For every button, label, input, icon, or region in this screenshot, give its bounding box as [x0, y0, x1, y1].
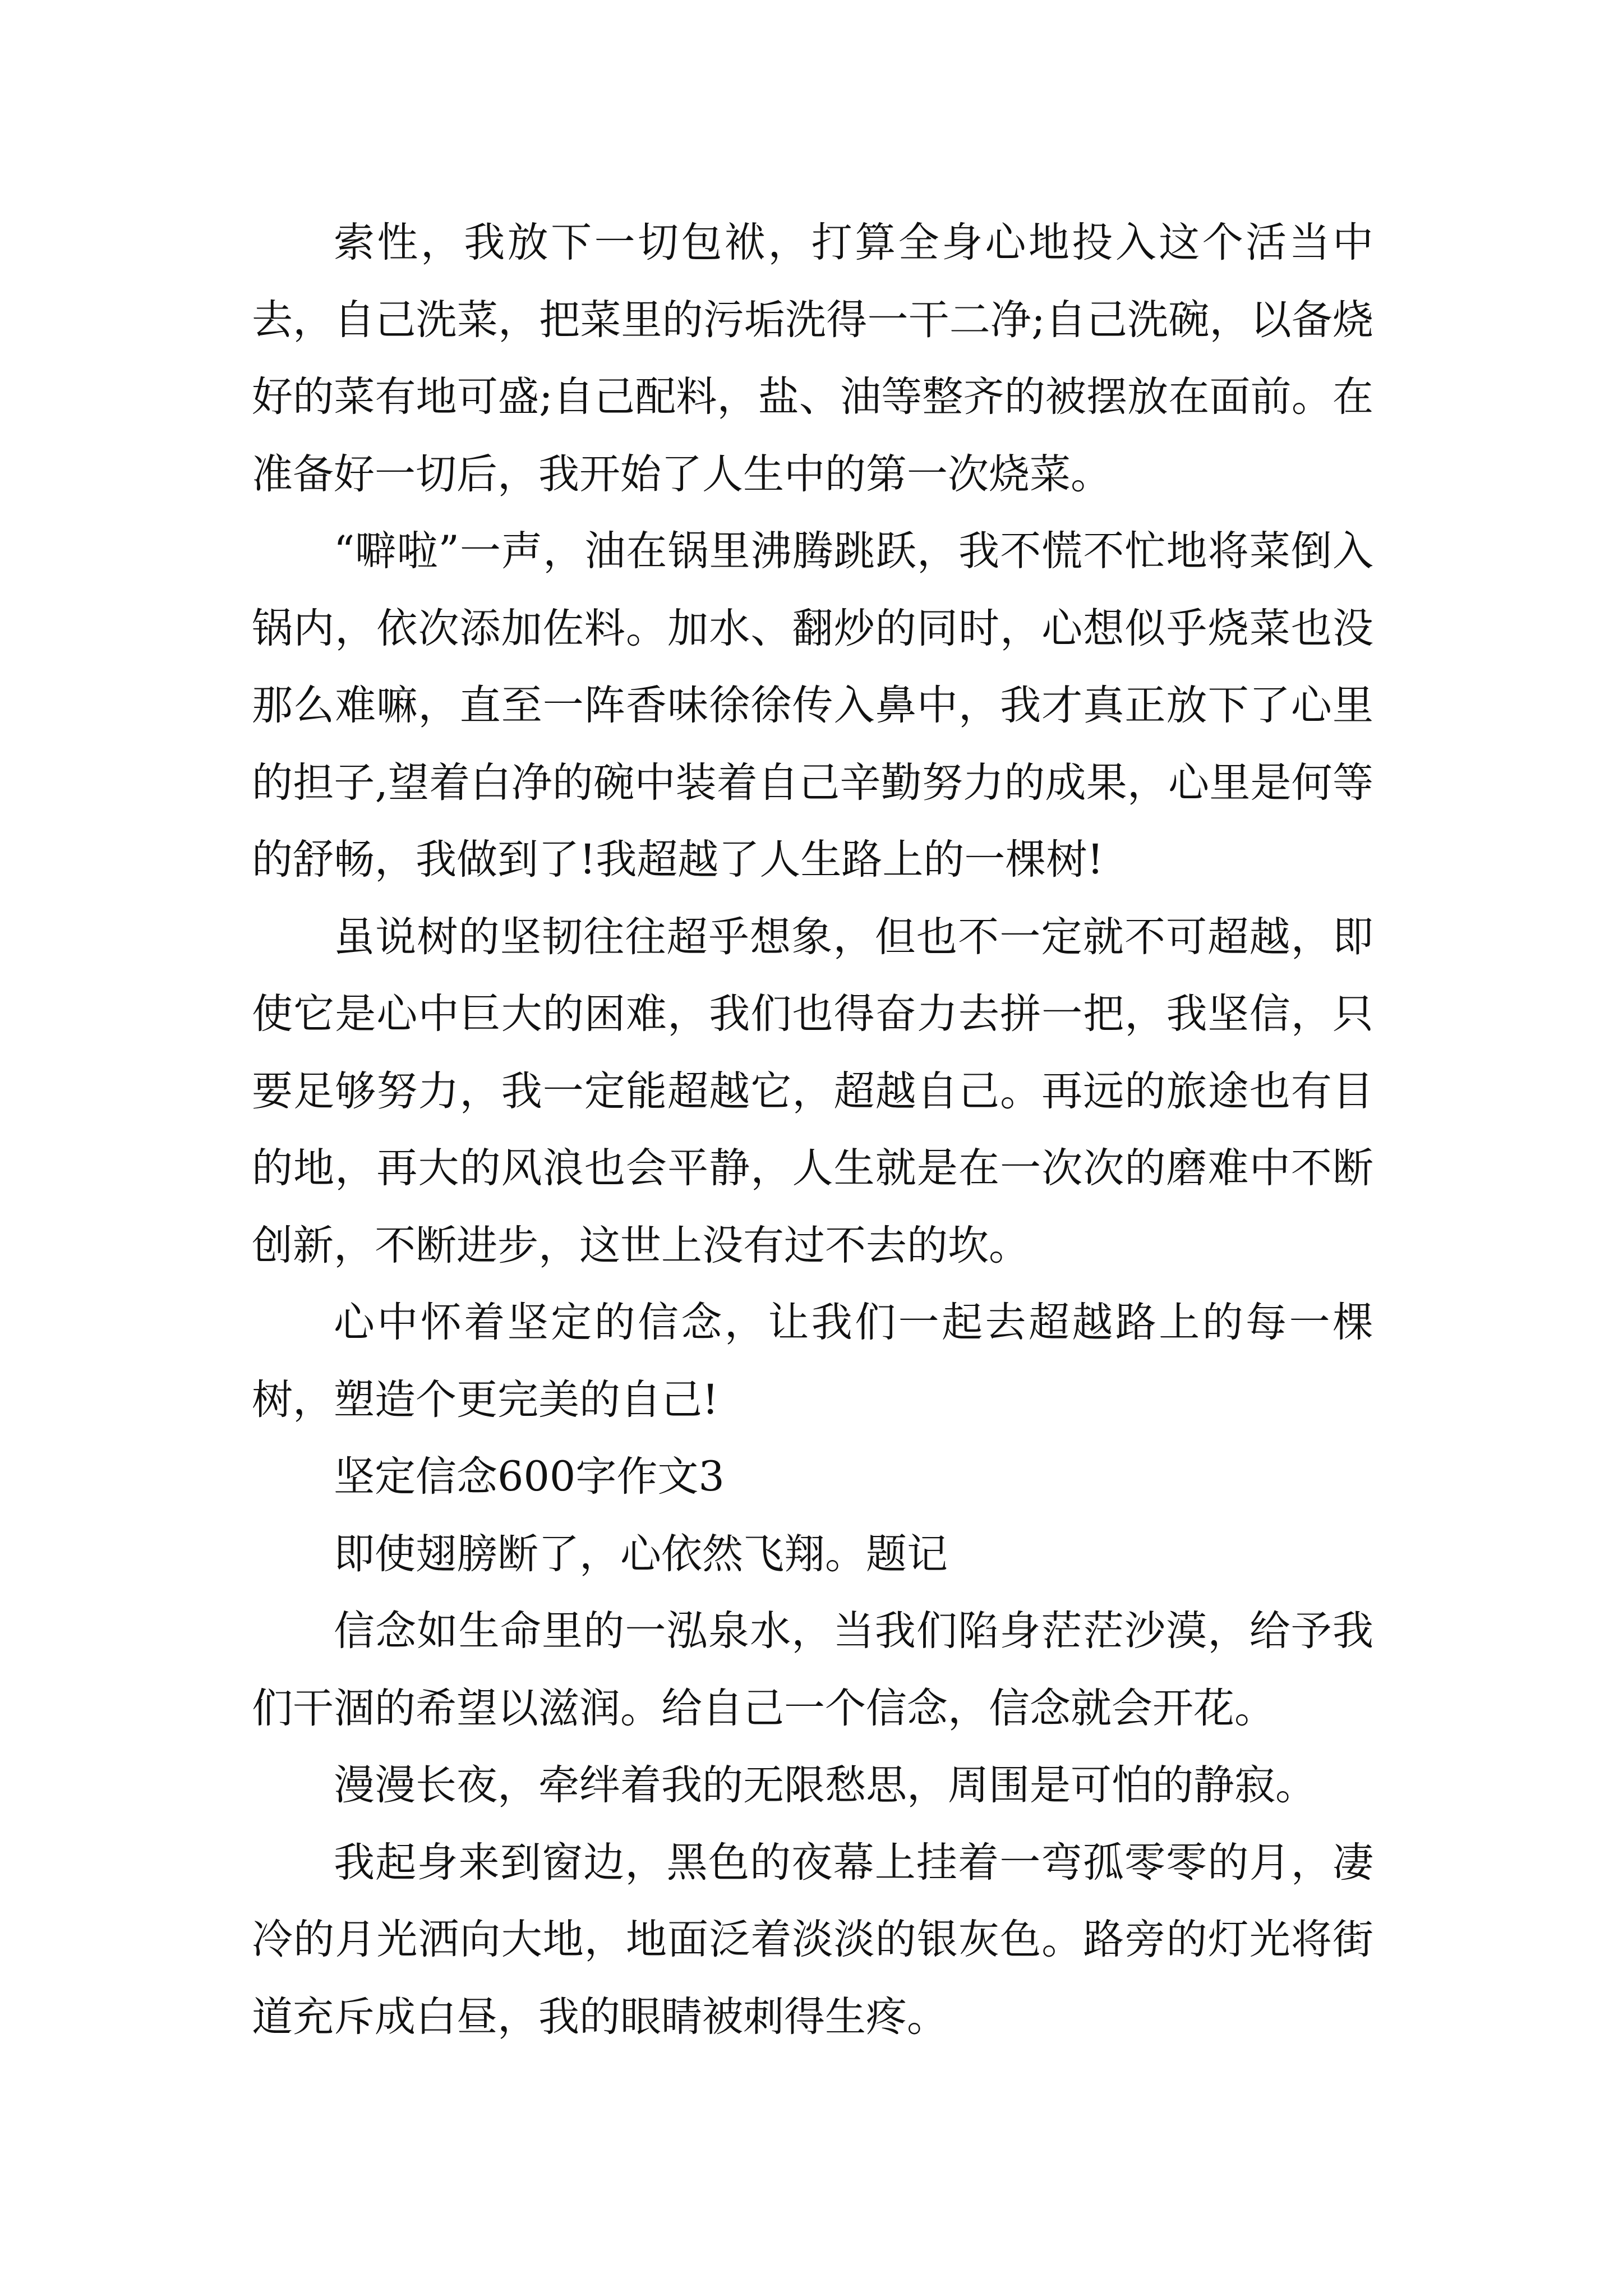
paragraph-5: 信念如生命里的一泓泉水，当我们陷身茫茫沙漠，给予我们干涸的希望以滋润。给自己一个信念，信念就会开花。	[252, 1607, 1373, 1732]
paragraph-4: 心中怀着坚定的信念，让我们一起去超越路上的每一棵树，塑造个更完美的自己!	[252, 1299, 1373, 1424]
paragraph-2: “噼啦”一声，油在锅里沸腾跳跃，我不慌不忙地将菜倒入锅内，依次添加佐料。加水、翻炒的同时，心想似乎烧菜也没那么难嘛，直至一阵香味徐徐传入鼻中，我才真正放下了心里的担子,望着白净的碗中装着自己辛勤努力的成果，心里是何等的舒畅，我做到了!我超越了人生路上的一棵树!	[252, 527, 1373, 884]
paragraph-3: 虽说树的坚韧往往超乎想象，但也不一定就不可超越，即使它是心中巨大的困难，我们也得奋力去拼一把，我坚信，只要足够努力，我一定能超越它，超越自己。再远的旅途也有目的地，再大的风浪也会平静，人生就是在一次次的磨难中不断创新，不断进步，这世上没有过不去的坎。	[252, 913, 1373, 1269]
epigraph: 即使翅膀断了，心依然飞翔。题记	[334, 1530, 948, 1578]
section-heading: 坚定信念600字作文3	[334, 1453, 725, 1501]
paragraph-6: 漫漫长夜，牵绊着我的无限愁思，周围是可怕的静寂。	[334, 1761, 1316, 1809]
paragraph-7: 我起身来到窗边，黑色的夜幕上挂着一弯孤零零的月，凄冷的月光洒向大地，地面泛着淡淡的银灰色。路旁的灯光将街道充斥成白昼，我的眼睛被刺得生疼。	[252, 1838, 1373, 2041]
document-body	[252, 204, 1373, 2055]
paragraph-1: 索性，我放下一切包袱，打算全身心地投入这个活当中去，自己洗菜，把菜里的污垢洗得一干二净;自己洗碗，以备烧好的菜有地可盛;自己配料，盐、油等整齐的被摆放在面前。在准备好一切后，我开始了人生中的第一次烧菜。	[252, 219, 1373, 498]
